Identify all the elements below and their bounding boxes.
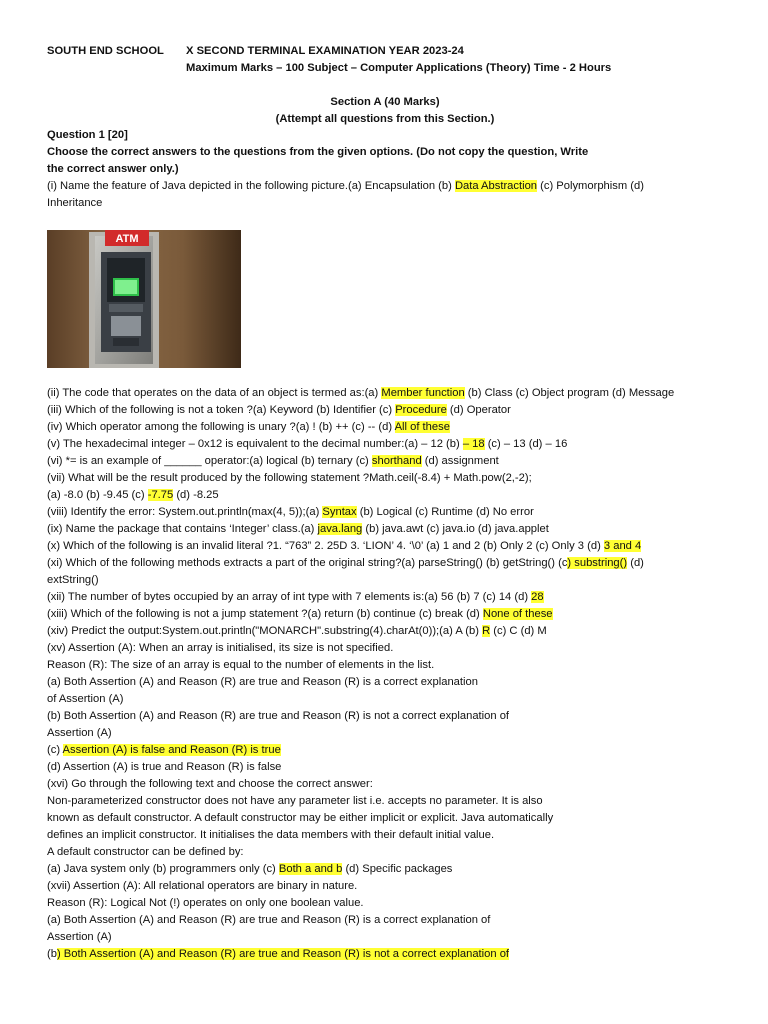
section-subtitle: (Attempt all questions from this Section.): [275, 113, 495, 125]
line-text: (c): [47, 744, 63, 756]
line-text: Assertion (A): [47, 727, 112, 739]
question-line: [47, 827, 737, 844]
question-label: Question 1 [20]: [47, 129, 128, 141]
question-line: [47, 708, 737, 725]
line-text: (xiv) Predict the output:System.out.println("MONARCH".substring(4).charAt(0));(a) A (b): [47, 625, 483, 637]
line-text: (b: [47, 948, 57, 960]
line-text: (viii) Identify the error: System.out.println(max(4, 5));(a): [47, 506, 323, 518]
highlighted-answer: Assertion (A) is false and Reason (R) is true: [62, 744, 281, 756]
highlighted-answer: Syntax: [322, 506, 357, 518]
line-text: (v) The hexadecimal integer – 0x12 is equivalent to the decimal number:(a) – 12 (b): [47, 438, 463, 450]
question-line: [47, 810, 737, 827]
question-line: [47, 538, 737, 555]
question-line: [47, 453, 737, 470]
question-line: [47, 674, 737, 691]
section-heading: [47, 94, 723, 128]
highlighted-answer: ) Both Assertion (A) and Reason (R) are true and Reason (R) is not a correct explanation of: [56, 948, 510, 960]
question-1: [47, 127, 737, 212]
question-line: [47, 776, 737, 793]
question-item-i: [47, 178, 737, 195]
line-text: Assertion (A): [47, 931, 112, 943]
question-line: [47, 589, 737, 606]
question-line: [47, 912, 737, 929]
line-text: (b) Class (c) Object program (d) Message: [464, 387, 675, 399]
item-text: (i) Name the feature of Java depicted in the following picture.(a) Encapsulation (b): [47, 180, 455, 192]
question-line: [47, 640, 737, 657]
question-line: [47, 385, 737, 402]
highlighted-answer: 3 and 4: [603, 540, 642, 552]
line-text: (a) Both Assertion (A) and Reason (R) are true and Reason (R) is a correct explanation of: [47, 914, 491, 926]
line-text: (ix) Name the package that contains ‘Integer’ class.(a): [47, 523, 318, 535]
question-line: [47, 436, 737, 453]
question-line: [47, 759, 737, 776]
line-text: (d) Specific packages: [342, 863, 453, 875]
question-line: [47, 725, 737, 742]
highlighted-answer: shorthand: [371, 455, 422, 467]
line-text: (d) Operator: [446, 404, 511, 416]
exam-meta: Maximum Marks – 100 Subject – Computer Applications (Theory) Time - 2 Hours: [186, 62, 612, 74]
line-text: A default constructor can be defined by:: [47, 846, 244, 858]
line-text: Reason (R): The size of an array is equal to the number of elements in the list.: [47, 659, 435, 671]
line-text: (d) assignment: [421, 455, 499, 467]
question-line: [47, 691, 737, 708]
question-line: [47, 606, 737, 623]
item-text: (c) Polymorphism (d): [537, 180, 644, 192]
question-line: [47, 878, 737, 895]
question-line: [47, 402, 737, 419]
line-text: (b) java.awt (c) java.io (d) java.applet: [362, 523, 549, 535]
line-text: extString(): [47, 574, 99, 586]
highlighted-answer: R: [482, 625, 491, 637]
highlighted-answer: ) substring(): [567, 557, 628, 569]
question-line: [47, 623, 737, 640]
question-line: [47, 572, 737, 589]
highlighted-answer: Both a and b: [278, 863, 343, 875]
line-text: (a) -8.0 (b) -9.45 (c): [47, 489, 148, 501]
line-text: (xiii) Which of the following is not a jump statement ?(a) return (b) continue (c) break (d): [47, 608, 483, 620]
question-line: [47, 504, 737, 521]
highlighted-answer: -7.75: [147, 489, 174, 501]
highlighted-answer: Member function: [381, 387, 465, 399]
line-text: (d): [627, 557, 644, 569]
highlighted-answer: Procedure: [395, 404, 447, 416]
instruction-line-2: the correct answer only.): [47, 163, 179, 175]
exam-title: X SECOND TERMINAL EXAMINATION YEAR 2023-24: [186, 45, 464, 57]
line-text: (ii) The code that operates on the data of an object is termed as:(a): [47, 387, 382, 399]
question-line: [47, 419, 737, 436]
line-text: defines an implicit constructor. It initialises the data members with their default initial value.: [47, 829, 495, 841]
line-text: (xv) Assertion (A): When an array is initialised, its size is not specified.: [47, 642, 394, 654]
line-text: (x) Which of the following is an invalid literal ?1. “763” 2. 25D 3. ‘LION’ 4. ‘\0’ (a) 1 and 2 (b) Only 2 (c) Only 3 (d): [47, 540, 604, 552]
line-text: (iv) Which operator among the following is unary ?(a) ! (b) ++ (c) -- (d): [47, 421, 395, 433]
line-text: (c) – 13 (d) – 16: [484, 438, 568, 450]
line-text: of Assertion (A): [47, 693, 124, 705]
instruction-line-1: Choose the correct answers to the questions from the given options. (Do not copy the question, Write: [47, 146, 589, 158]
question-line: [47, 929, 737, 946]
line-text: (a) Java system only (b) programmers only (c): [47, 863, 279, 875]
question-line: [47, 742, 737, 759]
question-line: [47, 657, 737, 674]
question-line: [47, 861, 737, 878]
question-list: [47, 385, 737, 963]
line-text: (b) Logical (c) Runtime (d) No error: [356, 506, 534, 518]
question-line: [47, 895, 737, 912]
line-text: (d) -8.25: [173, 489, 219, 501]
line-text: (c) C (d) M: [490, 625, 547, 637]
line-text: (xi) Which of the following methods extracts a part of the original string?(a) parseString() (b) getString() (c: [47, 557, 568, 569]
question-line: [47, 521, 737, 538]
section-title: Section A (40 Marks): [330, 96, 440, 108]
highlighted-answer: None of these: [482, 608, 553, 620]
line-text: (iii) Which of the following is not a token ?(a) Keyword (b) Identifier (c): [47, 404, 396, 416]
exam-details: [186, 43, 611, 77]
line-text: (xii) The number of bytes occupied by an array of int type with 7 elements is:(a) 56 (b) 7 (c) 14 (d): [47, 591, 532, 603]
line-text: (b) Both Assertion (A) and Reason (R) are true and Reason (R) is not a correct explanation of: [47, 710, 510, 722]
line-text: (d) Assertion (A) is true and Reason (R) is false: [47, 761, 282, 773]
line-text: (vi) *= is an example of ______ operator:(a) logical (b) ternary (c): [47, 455, 372, 467]
line-text: (xvi) Go through the following text and choose the correct answer:: [47, 778, 373, 790]
school-name: SOUTH END SCHOOL: [47, 45, 164, 57]
line-text: Non-parameterized constructor does not have any parameter list i.e. accepts no parameter. It is also: [47, 795, 543, 807]
line-text: (xvii) Assertion (A): All relational operators are binary in nature.: [47, 880, 358, 892]
highlighted-answer: – 18: [462, 438, 485, 450]
highlighted-answer: Data Abstraction: [454, 180, 538, 192]
atm-photo: [47, 230, 241, 368]
question-item-i-continued: Inheritance: [47, 197, 103, 209]
question-line: [47, 487, 737, 504]
question-line: [47, 793, 737, 810]
highlighted-answer: 28: [531, 591, 544, 603]
highlighted-answer: java.lang: [317, 523, 363, 535]
line-text: Reason (R): Logical Not (!) operates on only one boolean value.: [47, 897, 364, 909]
line-text: (vii) What will be the result produced by the following statement ?Math.ceil(-8.4) + Math.pow(2,-2);: [47, 472, 532, 484]
line-text: (a) Both Assertion (A) and Reason (R) are true and Reason (R) is a correct explanation: [47, 676, 478, 688]
question-line: [47, 555, 737, 572]
question-line: [47, 946, 737, 963]
question-line: [47, 844, 737, 861]
highlighted-answer: All of these: [394, 421, 450, 433]
atm-sign: ATM: [115, 233, 139, 245]
line-text: known as default constructor. A default constructor may be either implicit or explicit. Java automatically: [47, 812, 554, 824]
question-line: [47, 470, 737, 487]
